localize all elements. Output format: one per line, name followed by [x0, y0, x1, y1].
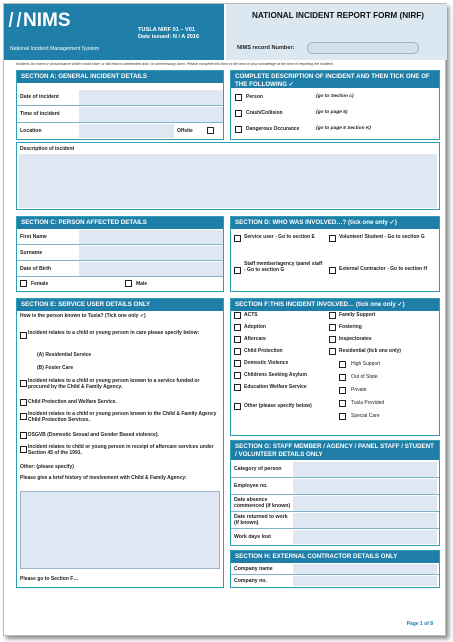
absence-label: Date absence commenced (if known) — [234, 497, 291, 509]
volunteer-checkbox[interactable] — [329, 235, 336, 242]
other-checkbox[interactable] — [234, 403, 241, 410]
offsite-checkbox[interactable] — [207, 127, 214, 134]
special-care-label: Special Care — [351, 413, 380, 419]
record-number-input[interactable] — [307, 42, 419, 54]
external-contractor-label: External Contractor - Go to section H — [339, 266, 428, 272]
section-f-title: SECTION F:THIS INCIDENT INVOLVED… (tick one only ✓) — [231, 299, 439, 311]
foster-care-label: (B) Foster Care — [37, 365, 74, 371]
residential-label: Residential (tick one only) — [339, 348, 401, 354]
education-welfare-checkbox[interactable] — [234, 384, 241, 391]
high-support-label: High Support — [351, 361, 381, 367]
return-date-field[interactable] — [293, 513, 437, 528]
form-title: NATIONAL INCIDENT REPORT FORM (NIRF) — [251, 11, 425, 20]
section-a-title: SECTION A: GENERAL INCIDENT DETAILS — [17, 71, 223, 83]
child-protection-checkbox[interactable] — [234, 348, 241, 355]
dob-field[interactable] — [79, 262, 223, 276]
child-protection-label: Child Protection — [244, 348, 283, 354]
cps-checkbox[interactable] — [20, 413, 27, 420]
go-to-section-f: Please go to Section F… — [20, 576, 79, 582]
funded-service-label: Incident relates to a child or young person known to a service funded or procured by the Child & Family Agency. — [28, 378, 200, 390]
out-of-state-checkbox[interactable] — [339, 374, 346, 381]
category-label: Category of person — [234, 466, 282, 472]
special-care-checkbox[interactable] — [339, 413, 346, 420]
offsite-label: Offsite — [177, 128, 193, 134]
section-e-title: SECTION E: SERVICE USER DETAILS ONLY — [17, 299, 223, 311]
in-care-checkbox[interactable] — [20, 332, 27, 339]
staff-member-label: Staff member/agency /panel staff - Go to section G — [244, 261, 323, 273]
crash-checkbox[interactable] — [235, 110, 242, 117]
asylum-label: Childrens Seeking Asylum — [244, 372, 307, 378]
category-field[interactable] — [293, 462, 437, 477]
residential-service-label: (A) Residential Service — [37, 352, 92, 358]
how-known-question: How is the person known to Tusla? (Tick one only ✓) — [20, 313, 146, 319]
dob-label: Date of Birth — [20, 265, 52, 272]
acts-checkbox[interactable] — [234, 312, 241, 319]
aftercare-service-checkbox[interactable] — [20, 446, 27, 453]
dangerous-option-label: Dangerous Occurance — [246, 126, 300, 132]
dsgbv-label: DSGVB (Domestic Sexual and Gender Based violence). — [28, 432, 159, 438]
surname-label: Surname — [20, 249, 43, 256]
asylum-checkbox[interactable] — [234, 372, 241, 379]
aftercare-checkbox[interactable] — [234, 336, 241, 343]
section-h-title: SECTION H: EXTERNAL CONTRACTOR DETAILS ONLY — [231, 551, 439, 563]
cpws-label: Child Protection and Welfare Service. — [28, 399, 117, 405]
surname-field[interactable] — [79, 246, 223, 260]
page-number: Page 1 of 8 — [406, 621, 433, 627]
description-section — [16, 142, 440, 210]
first-name-field[interactable] — [79, 230, 223, 244]
description-field[interactable] — [19, 154, 437, 208]
fostering-checkbox[interactable] — [329, 324, 336, 331]
crash-option-label: Crash/Collision — [246, 110, 283, 116]
service-user-checkbox[interactable] — [234, 235, 241, 242]
work-days-label: Work days lost — [234, 534, 271, 540]
tusla-provided-label: Tusla Provided — [351, 400, 385, 406]
family-support-checkbox[interactable] — [329, 312, 336, 319]
female-checkbox[interactable] — [20, 280, 27, 287]
male-checkbox[interactable] — [125, 280, 132, 287]
section-d — [230, 216, 440, 292]
domestic-violence-label: Domestic Violence — [244, 360, 289, 366]
logo-mark-icon — [9, 12, 22, 27]
private-label: Private — [351, 387, 367, 393]
section-c — [16, 216, 224, 292]
adoption-checkbox[interactable] — [234, 324, 241, 331]
first-name-label: First Name — [20, 233, 47, 240]
dangerous-goto: (go to page 5 Section K) — [316, 126, 371, 131]
date-label: Date of incident — [20, 94, 59, 100]
person-option-label: Person — [246, 94, 263, 100]
section-b-title: COMPLETE DESCRIPTION OF INCIDENT AND THEN TICK ONE OF THE FOLLOWING ✓ — [231, 71, 439, 88]
date-of-incident-field[interactable] — [79, 90, 223, 105]
family-support-label: Family Support — [339, 312, 376, 318]
adoption-label: Adoption — [244, 324, 266, 330]
volunteer-label: Volunteer/ Student - Go to section G — [339, 234, 425, 240]
form-code — [138, 27, 199, 41]
section-d-title: SECTION D: WHO WAS INVOLVED…? (tick one only ✓) — [231, 217, 439, 229]
return-label: Date returned to work (if known) — [234, 514, 288, 526]
dangerous-checkbox[interactable] — [235, 126, 242, 133]
fostering-label: Fostering — [339, 324, 362, 330]
form-page — [3, 3, 446, 636]
section-h — [230, 550, 440, 588]
residential-checkbox[interactable] — [329, 348, 336, 355]
company-no-label: Company no. — [234, 578, 267, 584]
inspectorates-label: Inspectorates — [339, 336, 372, 342]
service-user-label: Service user - Go to section E — [244, 234, 315, 240]
domestic-violence-checkbox[interactable] — [234, 360, 241, 367]
other-specify-label: Other: (please specify) — [20, 464, 74, 470]
section-g — [230, 440, 440, 546]
form-code-line2: Date issued: N / A 2016 — [138, 34, 200, 40]
history-label: Please give a brief history of involvement with Child & Family Agency: — [20, 475, 187, 481]
company-no-field[interactable] — [293, 576, 437, 586]
section-c-title: SECTION C: PERSON AFFECTED DETAILS — [17, 217, 223, 229]
female-label: Female — [31, 281, 49, 287]
section-f — [230, 298, 440, 436]
nims-logo — [10, 10, 71, 32]
crash-goto: (go to page 5) — [316, 110, 348, 115]
cpws-checkbox[interactable] — [20, 399, 27, 406]
male-label: Male — [136, 281, 148, 287]
acts-label: ACTS — [244, 312, 258, 318]
high-support-checkbox[interactable] — [339, 361, 346, 368]
section-g-title: SECTION G: STAFF MEMBER / AGENCY / PANEL STAFF / STUDENT / VOLUNTEER DETAILS ONLY — [231, 441, 439, 460]
section-b — [230, 70, 440, 140]
incident-definition-note: Incident: An event or circumstance which could have, or did lead to unintended and / or unnecessary harm. Please complete this form to the best of your knowledge at the time of reporting the incident. — [16, 62, 334, 66]
cps-label: Incident relates to a child or young person known to the Child & Family Agency Child Protection Services. — [28, 411, 217, 423]
absence-date-field[interactable] — [293, 496, 437, 511]
form-code-line1: TUSLA NIRF 01 – V01 — [138, 27, 195, 33]
aftercare-label: Aftercare — [244, 336, 266, 342]
time-label: Time of incident — [20, 111, 60, 117]
in-care-label: Incident relates to a child or young person in care please specify below: — [28, 330, 200, 336]
funded-service-checkbox[interactable] — [20, 380, 27, 387]
employee-label: Employee no. — [234, 483, 268, 489]
location-field[interactable] — [79, 124, 174, 138]
tusla-provided-checkbox[interactable] — [339, 400, 346, 407]
time-of-incident-field[interactable] — [79, 107, 223, 122]
external-contractor-checkbox[interactable] — [329, 267, 336, 274]
section-e — [16, 298, 224, 588]
inspectorates-checkbox[interactable] — [329, 336, 336, 343]
out-of-state-label: Out of State — [351, 374, 378, 380]
employee-no-field[interactable] — [293, 479, 437, 494]
location-label: Location — [20, 128, 42, 134]
staff-member-checkbox[interactable] — [234, 267, 241, 274]
company-name-field[interactable] — [293, 564, 437, 574]
education-welfare-label: Education Welfare Service — [244, 384, 307, 390]
other-label: Other (please specify below) — [244, 403, 312, 409]
record-number-label: NIMS record Number: — [237, 45, 295, 51]
logo-subtitle: National Incident Management System — [10, 46, 100, 52]
description-label: Description of incident — [20, 146, 75, 152]
company-name-label: Company name — [234, 565, 273, 572]
dsgbv-checkbox[interactable] — [20, 432, 27, 439]
work-days-field[interactable] — [293, 530, 437, 544]
person-checkbox[interactable] — [235, 94, 242, 101]
logo-text: NIMS — [23, 10, 71, 31]
private-checkbox[interactable] — [339, 387, 346, 394]
aftercare-service-label: Incident relates to child or young person in receipt of aftercare services under Section 45 of the 1991. — [28, 444, 214, 456]
history-field[interactable] — [20, 491, 220, 569]
section-a — [16, 70, 224, 140]
person-goto: (go to Section c) — [316, 94, 354, 99]
